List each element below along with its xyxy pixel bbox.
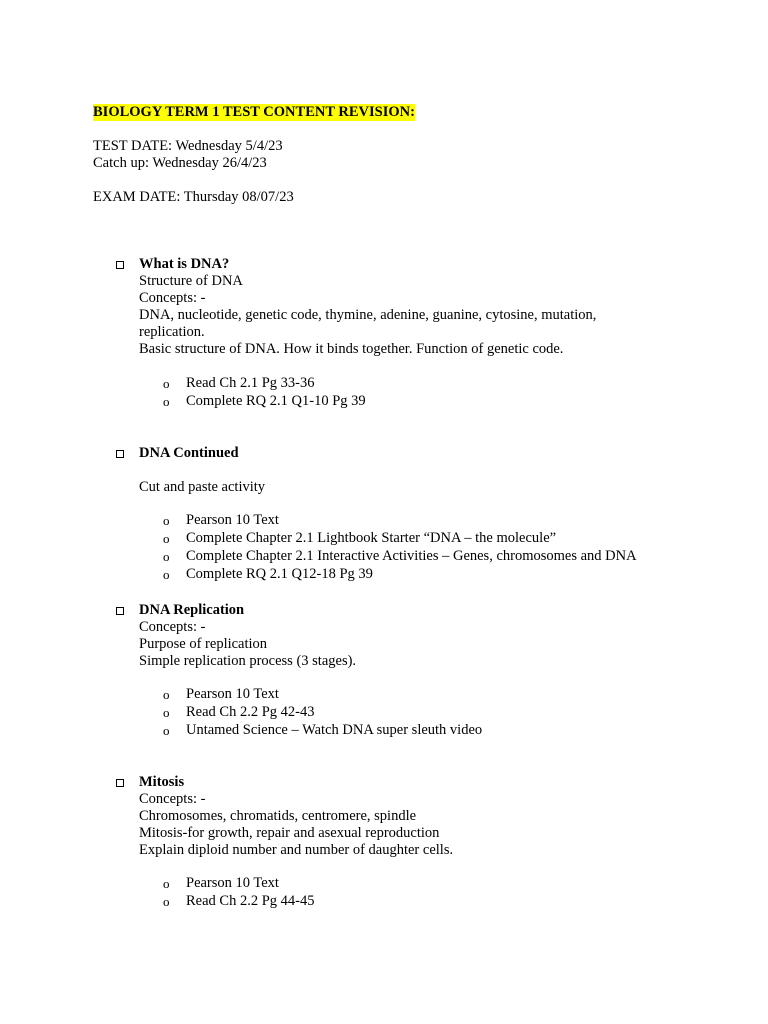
list-item: Read Ch 2.2 Pg 44-45 — [186, 893, 315, 909]
checkbox-icon — [116, 779, 124, 787]
section-line: replication. — [139, 324, 205, 340]
list-item: Untamed Science – Watch DNA super sleuth video — [186, 722, 483, 738]
section-line: Concepts: - — [139, 290, 206, 306]
test-date: TEST DATE: Wednesday 5/4/23 — [93, 138, 283, 154]
circle-bullet-icon: o — [163, 531, 170, 546]
section-line: Cut and paste activity — [139, 479, 266, 495]
section-line: Chromosomes, chromatids, centromere, spindle — [139, 808, 417, 824]
document-title: BIOLOGY TERM 1 TEST CONTENT REVISION: — [93, 104, 415, 120]
circle-bullet-icon: o — [163, 876, 170, 891]
list-item: Complete Chapter 2.1 Interactive Activities – Genes, chromosomes and DNA — [186, 548, 637, 564]
section-heading: Mitosis — [139, 774, 185, 790]
section-line: Explain diploid number and number of daughter cells. — [139, 842, 454, 858]
checkbox-icon — [116, 450, 124, 458]
circle-bullet-icon: o — [163, 894, 170, 909]
circle-bullet-icon: o — [163, 705, 170, 720]
list-item: Pearson 10 Text — [186, 875, 279, 891]
checkbox-icon — [116, 261, 124, 269]
list-item: Read Ch 2.2 Pg 42-43 — [186, 704, 315, 720]
list-item: Complete Chapter 2.1 Lightbook Starter “DNA – the molecule” — [186, 530, 557, 546]
section-line: Mitosis-for growth, repair and asexual reproduction — [139, 825, 440, 841]
exam-date: EXAM DATE: Thursday 08/07/23 — [93, 189, 294, 205]
circle-bullet-icon: o — [163, 376, 170, 391]
section-line: Structure of DNA — [139, 273, 243, 289]
list-item: Complete RQ 2.1 Q12-18 Pg 39 — [186, 566, 373, 582]
circle-bullet-icon: o — [163, 567, 170, 582]
circle-bullet-icon: o — [163, 687, 170, 702]
section-line: Simple replication process (3 stages). — [139, 653, 357, 669]
section-heading: DNA Continued — [139, 445, 239, 461]
section-line: Basic structure of DNA. How it binds together. Function of genetic code. — [139, 341, 564, 357]
checkbox-icon — [116, 607, 124, 615]
section-line: DNA, nucleotide, genetic code, thymine, adenine, guanine, cytosine, mutation, — [139, 307, 597, 323]
section-line: Concepts: - — [139, 619, 206, 635]
catch-up-date: Catch up: Wednesday 26/4/23 — [93, 155, 267, 171]
section-heading: What is DNA? — [139, 256, 230, 272]
circle-bullet-icon: o — [163, 513, 170, 528]
section-heading: DNA Replication — [139, 602, 245, 618]
list-item: Pearson 10 Text — [186, 686, 279, 702]
section-line: Purpose of replication — [139, 636, 268, 652]
circle-bullet-icon: o — [163, 549, 170, 564]
list-item: Read Ch 2.1 Pg 33-36 — [186, 375, 315, 391]
list-item: Complete RQ 2.1 Q1-10 Pg 39 — [186, 393, 366, 409]
section-line: Concepts: - — [139, 791, 206, 807]
list-item: Pearson 10 Text — [186, 512, 279, 528]
circle-bullet-icon: o — [163, 723, 170, 738]
circle-bullet-icon: o — [163, 394, 170, 409]
